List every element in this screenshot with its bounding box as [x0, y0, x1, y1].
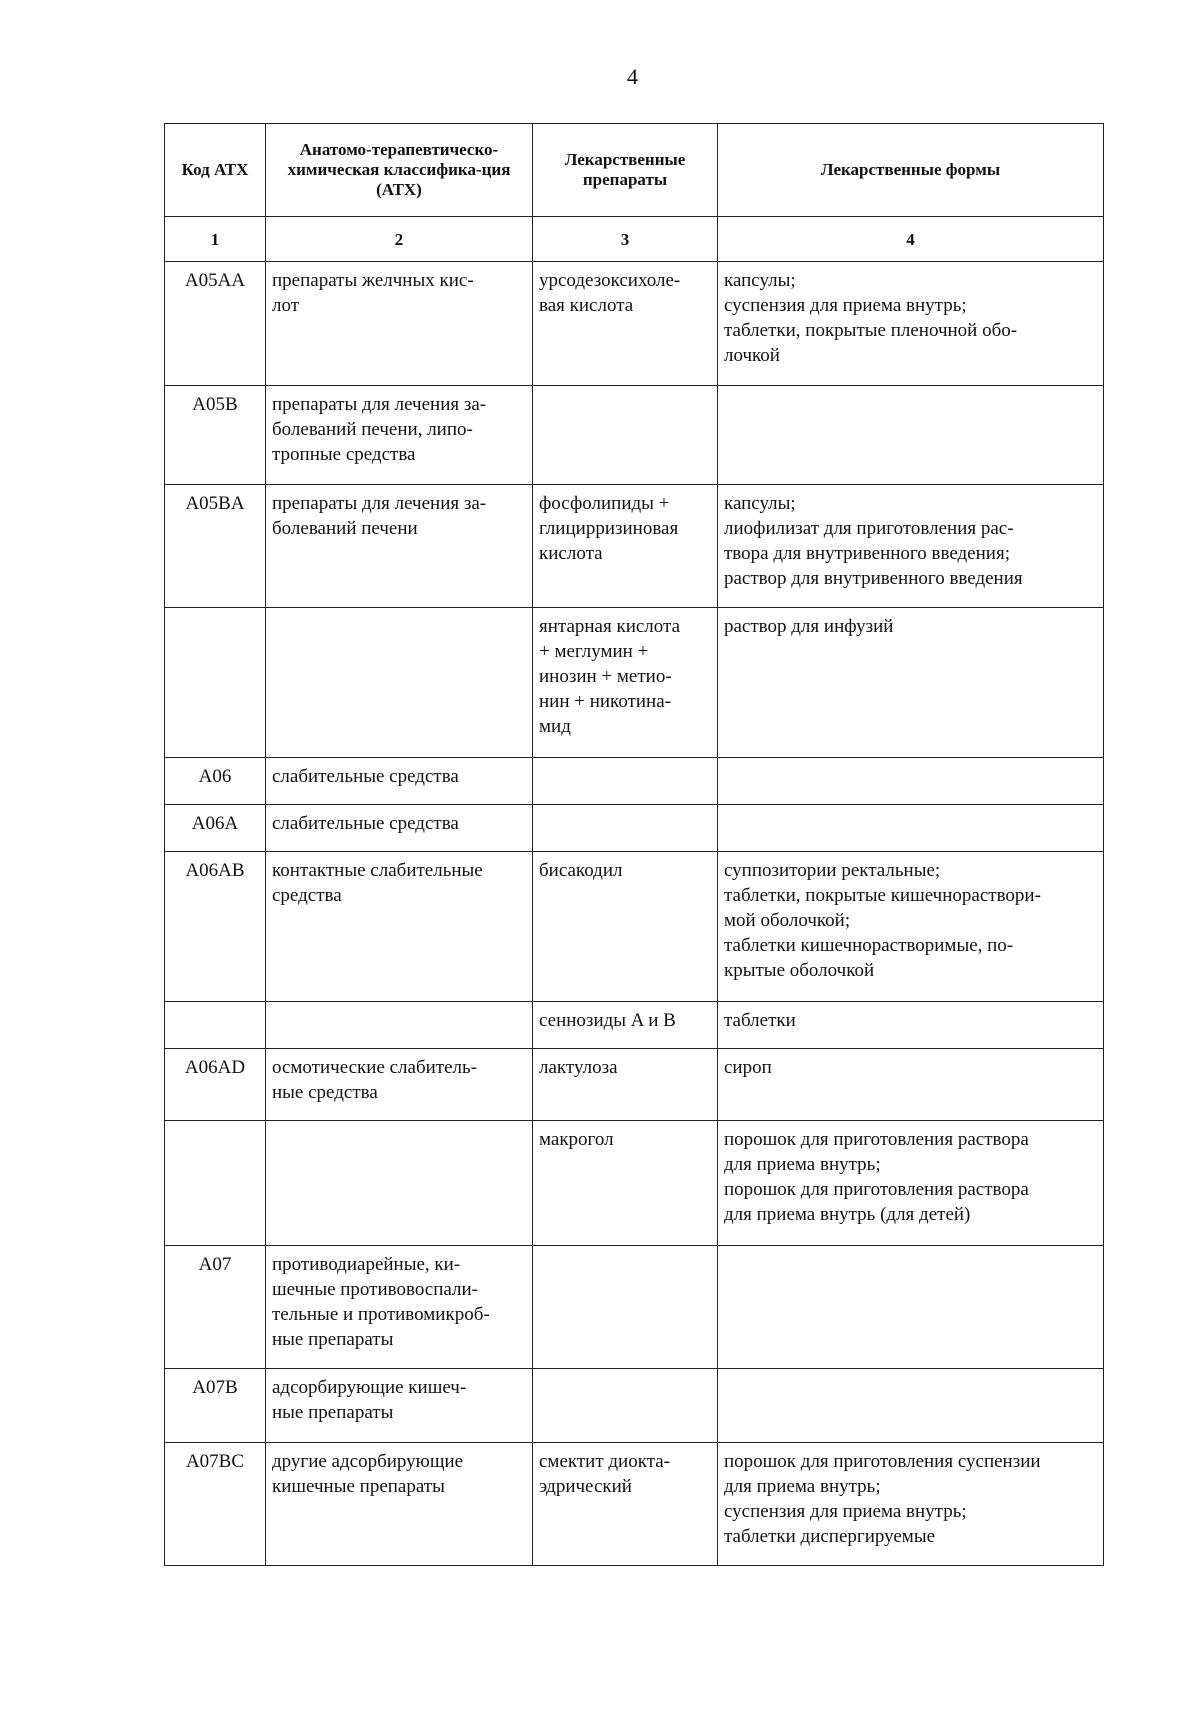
- atx-code-cell: A06AB: [165, 852, 266, 1002]
- atx-class-cell: препараты для лечения за- болеваний печени, липо- тропные средства: [266, 386, 533, 485]
- atx-code-cell: A07BC: [165, 1443, 266, 1566]
- table-row: [165, 485, 1104, 608]
- header-dosage-forms: Лекарственные формы: [718, 124, 1104, 217]
- dosage-forms-cell: [718, 386, 1104, 485]
- atx-code-cell: A05AA: [165, 262, 266, 386]
- table-row: [165, 386, 1104, 485]
- atx-class-cell: другие адсорбирующие кишечные препараты: [266, 1443, 533, 1566]
- dosage-forms-cell: суппозитории ректальные; таблетки, покрытые кишечнораствори- мой оболочкой; таблетки кишечнорастворимые, по- крытые оболочкой: [718, 852, 1104, 1002]
- drug-name-cell: [533, 386, 718, 485]
- header-atx-code: Код АТХ: [165, 124, 266, 217]
- atx-class-cell: препараты желчных кис- лот: [266, 262, 533, 386]
- atx-code-cell: A06A: [165, 805, 266, 852]
- drug-name-cell: урсодезоксихоле- вая кислота: [533, 262, 718, 386]
- dosage-forms-cell: порошок для приготовления суспензии для приема внутрь; суспензия для приема внутрь; таблетки диспергируемые: [718, 1443, 1104, 1566]
- table-row: [165, 262, 1104, 386]
- dosage-forms-cell: сироп: [718, 1049, 1104, 1121]
- page-number: 4: [627, 64, 638, 89]
- atx-class-cell: слабительные средства: [266, 758, 533, 805]
- header-drugs: Лекарственные препараты: [533, 124, 718, 217]
- dosage-forms-cell: капсулы; суспензия для приема внутрь; таблетки, покрытые пленочной обо- лочкой: [718, 262, 1104, 386]
- atx-class-cell: слабительные средства: [266, 805, 533, 852]
- dosage-forms-cell: [718, 758, 1104, 805]
- column-number: 1: [165, 217, 266, 262]
- atx-table-body: [165, 262, 1104, 1566]
- atx-class-cell: [266, 1002, 533, 1049]
- table-row: [165, 805, 1104, 852]
- atx-code-cell: A05BA: [165, 485, 266, 608]
- atx-code-cell: A05B: [165, 386, 266, 485]
- atx-class-cell: осмотические слабитель- ные средства: [266, 1049, 533, 1121]
- table-row: [165, 1443, 1104, 1566]
- dosage-forms-cell: раствор для инфузий: [718, 608, 1104, 758]
- atx-table: [164, 123, 1104, 1566]
- atx-class-cell: противодиарейные, ки- шечные противовоспали- тельные и противомикроб- ные препараты: [266, 1246, 533, 1369]
- drug-name-cell: бисакодил: [533, 852, 718, 1002]
- atx-class-cell: адсорбирующие кишеч- ные препараты: [266, 1369, 533, 1443]
- drug-name-cell: [533, 805, 718, 852]
- column-number: 3: [533, 217, 718, 262]
- atx-code-cell: [165, 608, 266, 758]
- atx-code-cell: A07B: [165, 1369, 266, 1443]
- table-row: [165, 758, 1104, 805]
- dosage-forms-cell: [718, 1369, 1104, 1443]
- column-number: 2: [266, 217, 533, 262]
- drug-name-cell: [533, 1246, 718, 1369]
- table-row: [165, 1121, 1104, 1246]
- atx-class-cell: препараты для лечения за- болеваний печени: [266, 485, 533, 608]
- atx-class-cell: контактные слабительные средства: [266, 852, 533, 1002]
- dosage-forms-cell: таблетки: [718, 1002, 1104, 1049]
- header-atx-classification: Анатомо-терапевтическо-химическая классифика-ция (АТХ): [266, 124, 533, 217]
- drug-name-cell: макрогол: [533, 1121, 718, 1246]
- table-row: [165, 1049, 1104, 1121]
- drug-name-cell: янтарная кислота + меглумин + инозин + метио- нин + никотина- мид: [533, 608, 718, 758]
- table-row: [165, 1002, 1104, 1049]
- atx-class-cell: [266, 1121, 533, 1246]
- atx-code-cell: A06AD: [165, 1049, 266, 1121]
- drug-name-cell: [533, 758, 718, 805]
- drug-name-cell: фосфолипиды + глицирризиновая кислота: [533, 485, 718, 608]
- column-number: 4: [718, 217, 1104, 262]
- atx-code-cell: [165, 1121, 266, 1246]
- dosage-forms-cell: [718, 805, 1104, 852]
- table-row: [165, 1369, 1104, 1443]
- atx-code-cell: A07: [165, 1246, 266, 1369]
- dosage-forms-cell: порошок для приготовления раствора для приема внутрь; порошок для приготовления раствора для приема внутрь (для детей): [718, 1121, 1104, 1246]
- column-number-row: [165, 217, 1104, 262]
- drug-name-cell: лактулоза: [533, 1049, 718, 1121]
- drug-name-cell: [533, 1369, 718, 1443]
- dosage-forms-cell: капсулы; лиофилизат для приготовления рас- твора для внутривенного введения; раствор для внутривенного введения: [718, 485, 1104, 608]
- table-row: [165, 1246, 1104, 1369]
- header-row: [165, 124, 1104, 217]
- table-row: [165, 608, 1104, 758]
- atx-code-cell: A06: [165, 758, 266, 805]
- table-row: [165, 852, 1104, 1002]
- dosage-forms-cell: [718, 1246, 1104, 1369]
- drug-name-cell: смектит диокта- эдрический: [533, 1443, 718, 1566]
- atx-code-cell: [165, 1002, 266, 1049]
- drug-name-cell: сеннозиды A и B: [533, 1002, 718, 1049]
- atx-class-cell: [266, 608, 533, 758]
